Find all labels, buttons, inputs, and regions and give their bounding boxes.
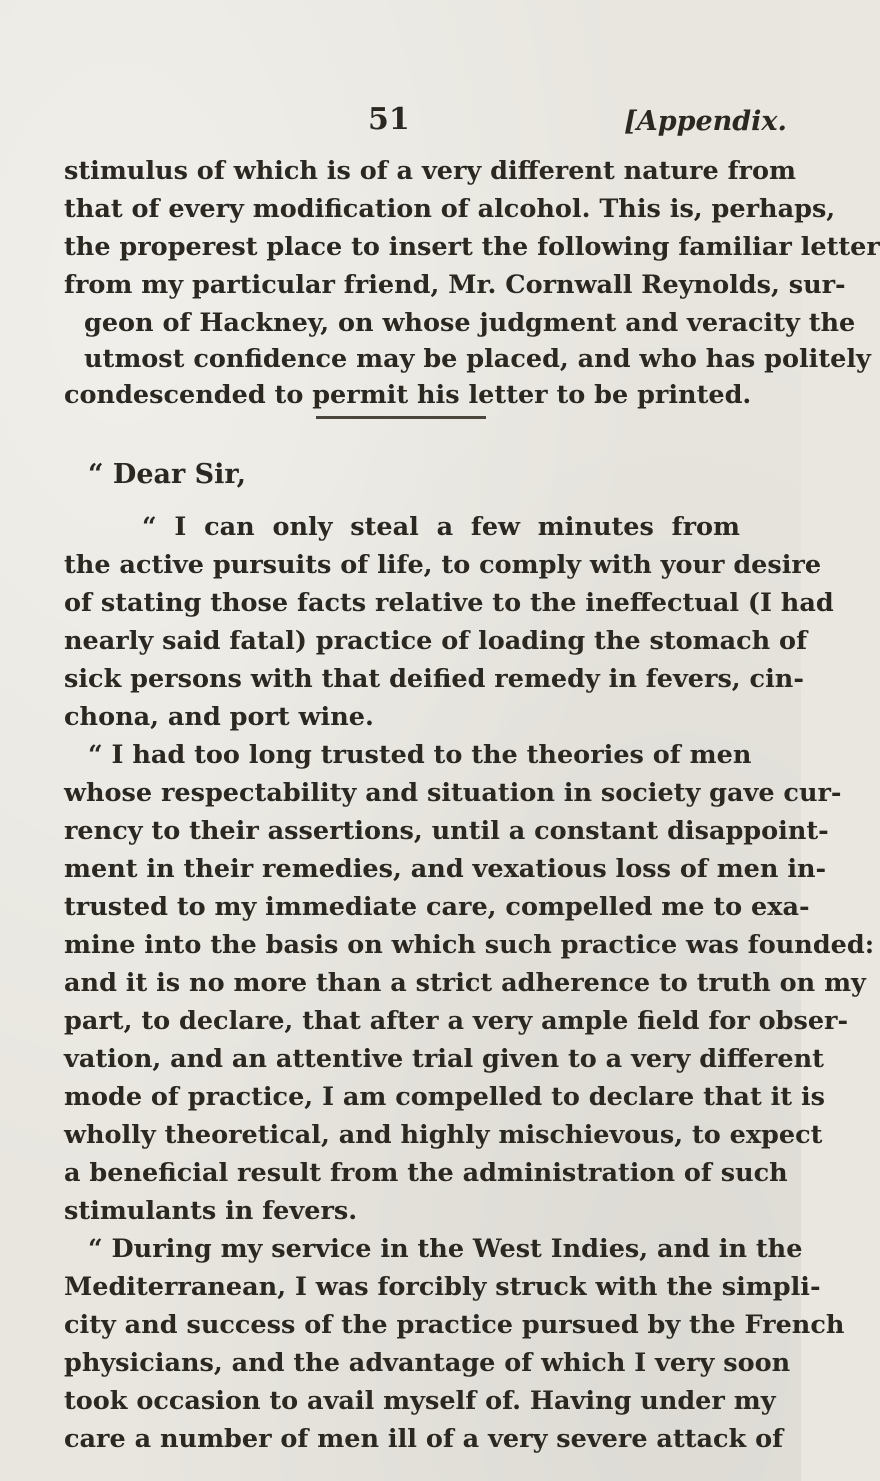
letter-line: of stating those facts relative to the ineffectual (I had [64,588,834,618]
intro-line: from my particular friend, Mr. Cornwall Reynolds, sur- [64,270,846,300]
letter-line: took occasion to avail myself of. Having under my [64,1386,776,1416]
letter-line: and it is no more than a strict adherence to truth on my [64,968,866,998]
page-header [0,100,801,140]
intro-line: the properest place to insert the following familiar letter [64,232,880,262]
letter-line: ment in their remedies, and vexatious loss of men in- [64,854,827,884]
letter-line: physicians, and the advantage of which I very soon [64,1348,791,1378]
letter-line: city and success of the practice pursued by the French [64,1310,845,1340]
letter-line: sick persons with that deified remedy in fevers, cin- [64,664,804,694]
letter-line: nearly said fatal) practice of loading the stomach of [64,626,808,656]
letter-line: stimulants in fevers. [64,1196,358,1226]
letter-line: the active pursuits of life, to comply with your desire [64,550,822,580]
letter-line: “ I had too long trusted to the theories of men [88,740,752,770]
letter-line: wholly theoretical, and highly mischievous, to expect [64,1120,823,1150]
letter-line: rency to their assertions, until a constant disappoint- [64,816,829,846]
intro-line: condescended to permit his letter to be printed. [64,380,752,410]
intro-line: utmost confidence may be placed, and who has politely [84,344,871,374]
letter-line: Mediterranean, I was forcibly struck with the simpli- [64,1272,821,1302]
letter-line: “ During my service in the West Indies, and in the [88,1234,803,1264]
letter-line: “ I can only steal a few minutes from [142,512,740,542]
letter-line: whose respectability and situation in society gave cur- [64,778,842,808]
letter-line: a beneficial result from the administration of such [64,1158,788,1188]
page-number: 51 [368,102,410,137]
section-divider [316,416,486,419]
letter-line: trusted to my immediate care, compelled me to exa- [64,892,810,922]
letter-line: vation, and an attentive trial given to a very different [64,1044,824,1074]
intro-line: geon of Hackney, on whose judgment and veracity the [84,308,856,338]
letter-line: part, to declare, that after a very ample field for obser- [64,1006,849,1036]
letter-line: care a number of men ill of a very severe attack of [64,1424,784,1454]
letter-line: mine into the basis on which such practice was founded: [64,930,875,960]
intro-line: that of every modification of alcohol. This is, perhaps, [64,194,836,224]
intro-line: stimulus of which is of a very different nature from [64,156,796,186]
running-head: [Appendix. [624,106,787,137]
letter-line: chona, and port wine. [64,702,374,732]
letter-line: mode of practice, I am compelled to declare that it is [64,1082,826,1112]
letter-salutation: “ Dear Sir, [88,459,247,490]
